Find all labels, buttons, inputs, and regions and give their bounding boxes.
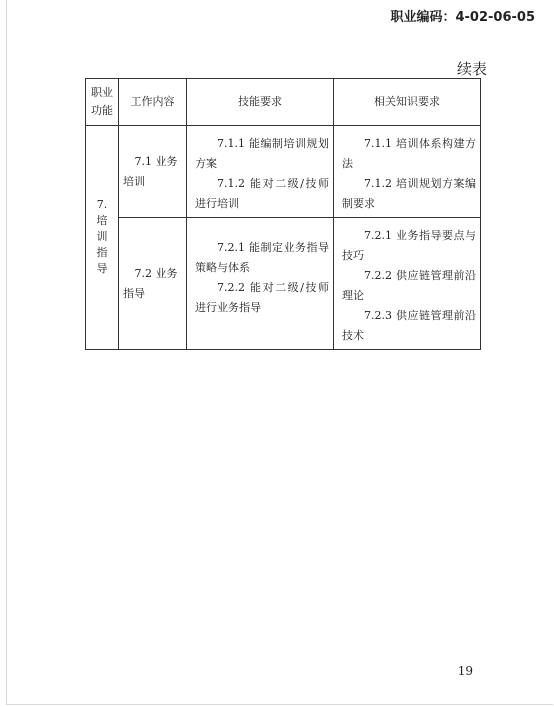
page-number: 19	[457, 664, 473, 678]
work-content-cell: 7.1 业务 培训	[119, 126, 187, 218]
knowledge-cell	[334, 218, 481, 350]
skill-item: 7.1.2 能对二级/技师进行培训	[195, 177, 329, 210]
skill-item: 7.2.2 能对二级/技师进行业务指导	[195, 281, 329, 314]
skill-requirements-table	[85, 78, 481, 350]
header-knowledge-requirements: 相关知识要求	[334, 79, 481, 126]
skill-cell	[187, 218, 334, 350]
skill-item: 7.2.1 能制定业务指导策略与体系	[195, 241, 329, 274]
continued-label: 续表	[456, 60, 487, 78]
skill-cell	[187, 126, 334, 218]
table-row	[86, 126, 481, 218]
knowledge-item: 7.1.1 培训体系构建方法	[342, 137, 476, 170]
document-page	[6, 0, 553, 705]
occupation-code: 职业编码：4-02-06-05	[390, 10, 535, 25]
knowledge-item: 7.1.2 培训规划方案编制要求	[342, 177, 476, 210]
header-work-content: 工作内容	[119, 79, 187, 126]
function-cell: 7. 培训指导	[86, 126, 119, 350]
knowledge-item: 7.2.2 供应链管理前沿理论	[342, 269, 476, 302]
knowledge-item: 7.2.3 供应链管理前沿技术	[342, 309, 476, 342]
knowledge-cell	[334, 126, 481, 218]
knowledge-item: 7.2.1 业务指导要点与技巧	[342, 229, 476, 262]
skill-item: 7.1.1 能编制培训规划方案	[195, 137, 329, 170]
header-function: 职业功能	[86, 79, 119, 126]
table-row	[86, 218, 481, 350]
header-skill-requirements: 技能要求	[187, 79, 334, 126]
table-header-row	[86, 79, 481, 126]
work-content-cell: 7.2 业务 指导	[119, 218, 187, 350]
